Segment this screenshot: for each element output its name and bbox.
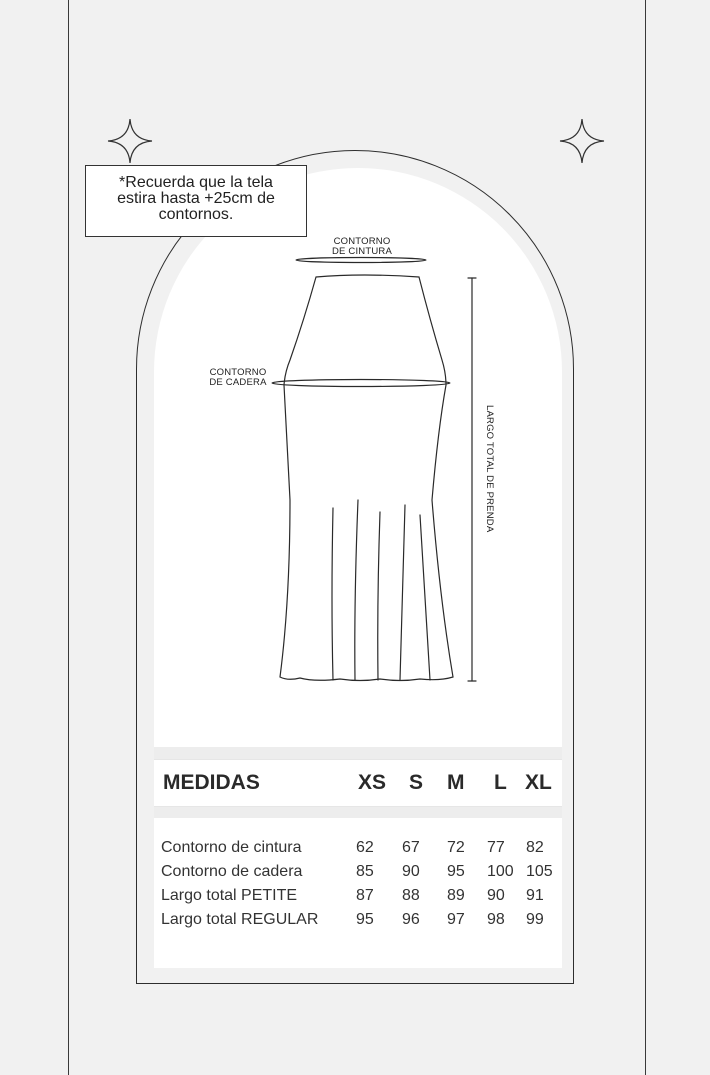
- pleat-line: [378, 512, 380, 680]
- waist-measure-ellipse: [296, 258, 426, 263]
- pleat-line: [420, 515, 430, 680]
- cell-l: 98: [487, 911, 505, 928]
- cell-xs: 85: [356, 863, 374, 880]
- hip-measure-ellipse: [272, 380, 450, 387]
- pleat-line: [400, 505, 405, 680]
- cell-xs: 62: [356, 839, 374, 856]
- cell-l: 100: [487, 863, 514, 880]
- size-table-header: [154, 759, 562, 807]
- table-row: [154, 862, 562, 885]
- cell-s: 88: [402, 887, 420, 904]
- cell-s: 90: [402, 863, 420, 880]
- cell-m: 97: [447, 911, 465, 928]
- note-line-1: *Recuerda que la tela: [119, 174, 273, 191]
- note-line-3: contornos.: [158, 206, 234, 223]
- size-header-xl: XL: [525, 771, 552, 794]
- cell-s: 67: [402, 839, 420, 856]
- cell-xl: 105: [526, 863, 553, 880]
- cell-xs: 95: [356, 911, 374, 928]
- note-line-2: estira hasta +25cm de: [117, 190, 275, 207]
- hip-label: [200, 368, 276, 388]
- table-row: [154, 838, 562, 861]
- size-header-s: S: [409, 771, 424, 794]
- cell-xs: 87: [356, 887, 374, 904]
- row-label: Largo total REGULAR: [161, 911, 319, 928]
- size-header-l: L: [494, 771, 507, 794]
- pleat-line: [355, 500, 358, 680]
- row-label: Largo total PETITE: [161, 887, 298, 904]
- cell-l: 90: [487, 887, 505, 904]
- row-label: Contorno de cadera: [161, 863, 303, 880]
- cell-m: 72: [447, 839, 465, 856]
- cell-xl: 82: [526, 839, 544, 856]
- table-band-top: [154, 747, 562, 759]
- cell-xl: 99: [526, 911, 544, 928]
- waist-label-line-2: DE CINTURA: [331, 246, 393, 257]
- hip-label-line-1: CONTORNO: [209, 367, 267, 378]
- cell-xl: 91: [526, 887, 544, 904]
- size-header-xs: XS: [358, 771, 387, 794]
- row-label: Contorno de cintura: [161, 839, 302, 856]
- cell-m: 89: [447, 887, 465, 904]
- waist-label: [322, 237, 402, 257]
- hip-label-line-2: DE CADERA: [209, 377, 267, 388]
- cell-l: 77: [487, 839, 505, 856]
- size-header-m: M: [447, 771, 465, 794]
- cell-m: 95: [447, 863, 465, 880]
- pleat-line: [332, 508, 333, 680]
- table-row: [154, 910, 562, 933]
- skirt-outline: [280, 275, 453, 681]
- table-row: [154, 886, 562, 909]
- cell-s: 96: [402, 911, 420, 928]
- size-table-body: [154, 818, 562, 968]
- table-title: MEDIDAS: [163, 771, 260, 794]
- length-label: LARGO TOTAL DE PRENDA: [484, 405, 495, 533]
- waist-label-line-1: CONTORNO: [333, 236, 391, 247]
